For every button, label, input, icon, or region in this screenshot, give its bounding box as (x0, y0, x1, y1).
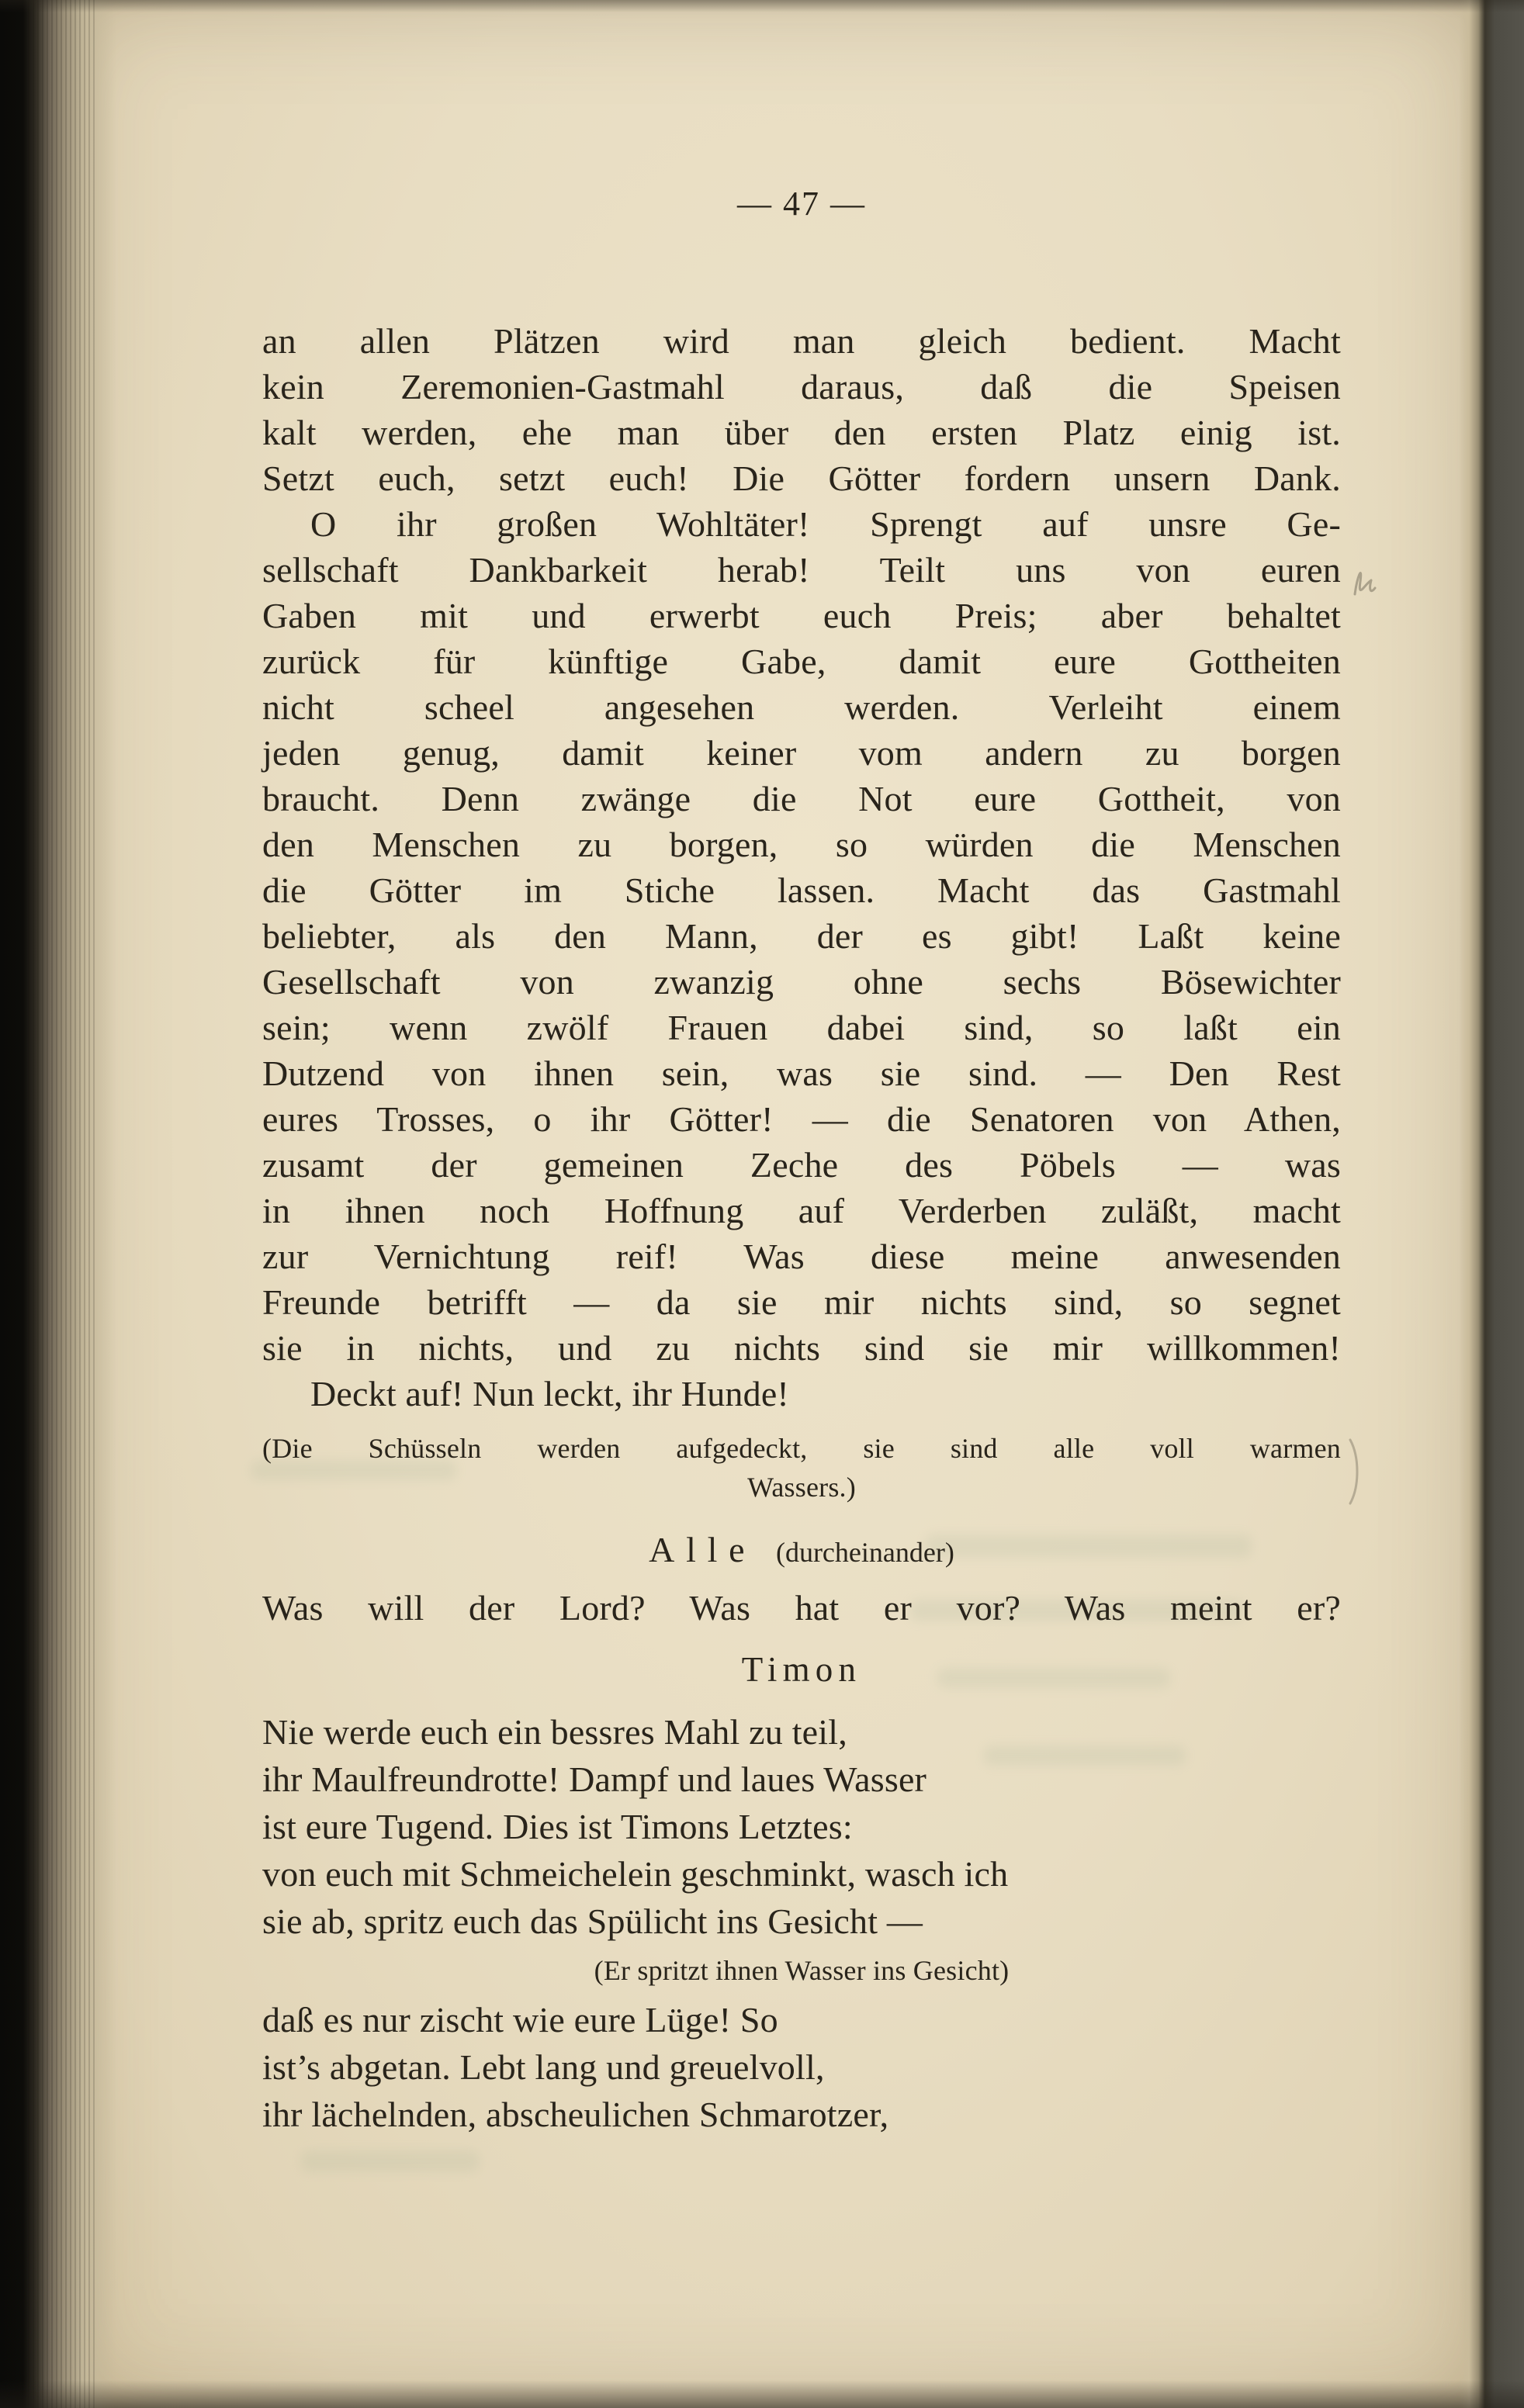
text-line: (Die Schüsseln werden aufgedeckt, sie sind alle voll warmen (262, 1433, 1341, 1464)
text-line: beliebter, als den Mann, der es gibt! Laßt keine (262, 916, 1341, 956)
stage-direction-2: (Er spritzt ihnen Wasser ins Gesicht) (594, 1955, 1010, 1986)
text-line: von euch mit Schmeichelein geschminkt, wasch ich (262, 1854, 1009, 1894)
verse-block-1 (262, 1708, 1341, 1945)
text-line: Gesellschaft von zwanzig ohne sechs Bösewichter (262, 962, 1341, 1002)
page-content (262, 181, 1341, 2138)
text-line: Nie werde euch ein bessres Mahl zu teil, (262, 1712, 847, 1752)
text-line: ist eure Tugend. Dies ist Timons Letztes: (262, 1807, 853, 1846)
text-line: sein; wenn zwölf Frauen dabei sind, so laßt ein (262, 1008, 1341, 1047)
scan-top-shadow (0, 0, 1524, 12)
pencil-mark (1344, 1437, 1364, 1507)
text-line: die Götter im Stiche lassen. Macht das Gastmahl (262, 870, 1341, 910)
text-line: O ihr großen Wohltäter! Sprengt auf unsre Ge- (310, 504, 1341, 544)
text-line: zur Vernichtung reif! Was diese meine anwesenden (262, 1237, 1341, 1276)
text-line: daß es nur zischt wie eure Lüge! So (262, 2000, 778, 2040)
text-line: zusamt der gemeinen Zeche des Pöbels — was (262, 1145, 1341, 1185)
text-line: Deckt auf! Nun leckt, ihr Hunde! (310, 1374, 789, 1413)
speaker-name-alle: Alle (649, 1530, 757, 1569)
speaker-name-timon: Timon (741, 1650, 862, 1689)
text-line: Gaben mit und erwerbt euch Preis; aber behaltet (262, 596, 1341, 635)
text-line: sie ab, spritz euch das Spülicht ins Gesicht — (262, 1901, 923, 1941)
text-line: ihr lächelnden, abscheulichen Schmarotzer, (262, 2095, 889, 2134)
text-line: sellschaft Dankbarkeit herab! Teilt uns von euren (262, 550, 1341, 590)
text-line: ist’s abgetan. Lebt lang und greuelvoll, (262, 2047, 825, 2087)
book-page (68, 0, 1482, 2408)
stage-direction-1 (262, 1429, 1341, 1507)
text-line: Setzt euch, setzt euch! Die Götter fordern unsern Dank. (262, 458, 1341, 498)
text-line: kalt werden, ehe man über den ersten Platz einig ist. (262, 413, 1341, 452)
verse-block-2 (262, 1996, 1341, 2138)
text-line: in ihnen noch Hoffnung auf Verderben zuläßt, macht (262, 1191, 1341, 1230)
text-line: eures Trosses, o ihr Götter! — die Senatoren von Athen, (262, 1099, 1341, 1139)
page-edge-streaks (23, 0, 95, 2408)
prose-block (262, 318, 1341, 1417)
text-line: sie in nichts, und zu nichts sind sie mir willkommen! (262, 1328, 1341, 1368)
text-line: nicht scheel angesehen werden. Verleiht einem (262, 687, 1341, 727)
text-line: kein Zeremonien-Gastmahl daraus, daß die Speisen (262, 367, 1341, 407)
pencil-mark (1350, 559, 1386, 608)
text-line: Freunde betrifft — da sie mir nichts sind, so segnet (262, 1282, 1341, 1322)
scan-bottom-shadow (0, 2380, 1524, 2408)
speaker-note-alle: (durcheinander) (775, 1537, 954, 1568)
ink-bleed-artifact (301, 2150, 480, 2172)
text-line: Dutzend von ihnen sein, was sie sind. — Den Rest (262, 1054, 1341, 1093)
crowd-line: Was will der Lord? Was hat er vor? Was meint er? (262, 1588, 1341, 1628)
text-line: an allen Plätzen wird man gleich bedient. Macht (262, 321, 1341, 361)
text-line: zurück für künftige Gabe, damit eure Gottheiten (262, 642, 1341, 681)
page-right-edge (1459, 0, 1524, 2408)
speaker-heading-alle (262, 1527, 1341, 1576)
text-line: braucht. Denn zwänge die Not eure Gottheit, von (262, 779, 1341, 818)
speaker-heading-timon (262, 1646, 1341, 1693)
page-number: — 47 — (737, 185, 866, 223)
text-line: jeden genug, damit keiner vom andern zu borgen (262, 733, 1341, 773)
text-line: ihr Maulfreundrotte! Dampf und laues Wasser (262, 1759, 927, 1799)
text-line: Wassers.) (747, 1472, 856, 1503)
text-line: den Menschen zu borgen, so würden die Menschen (262, 825, 1341, 864)
